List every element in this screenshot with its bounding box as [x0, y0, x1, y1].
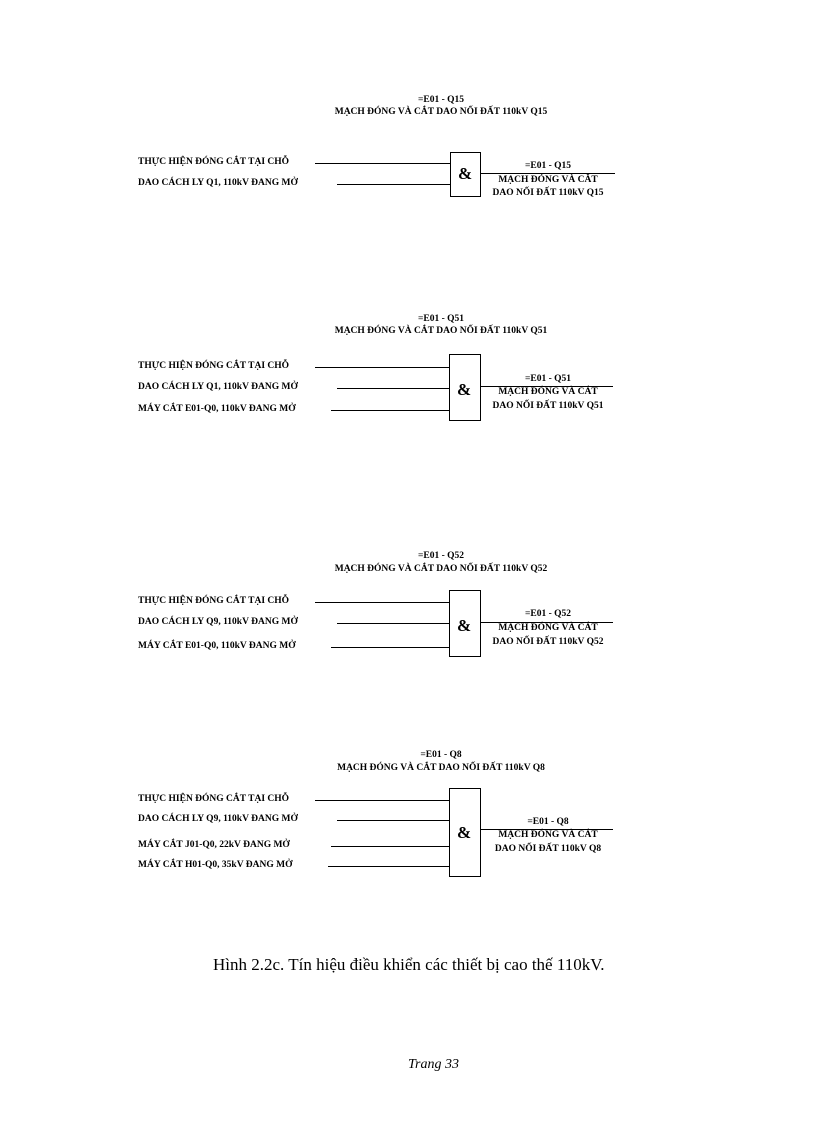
diagram-title-text: MẠCH ĐÓNG VÀ CẮT DAO NỐI ĐẤT 110kV Q52: [334, 564, 548, 574]
input-label: DAO CÁCH LY Q1, 110kV ĐANG MỞ: [138, 178, 298, 188]
input-label: THỰC HIỆN ĐÓNG CẮT TẠI CHỖ: [138, 596, 290, 606]
input-label: THỰC HIỆN ĐÓNG CẮT TẠI CHỖ: [138, 361, 290, 371]
input-line: [331, 410, 449, 411]
input-line: [315, 163, 450, 164]
output-code: =E01 - Q52: [524, 609, 572, 619]
diagram-title-code: =E01 - Q51: [417, 314, 465, 324]
output-code: =E01 - Q15: [524, 161, 572, 171]
diagram-title-code: =E01 - Q8: [420, 750, 462, 760]
and-gate-symbol: &: [457, 616, 472, 635]
input-line: [337, 184, 450, 185]
output-line: [481, 173, 615, 174]
diagram-title-text: MẠCH ĐÓNG VÀ CẮT DAO NỐI ĐẤT 110kV Q15: [334, 107, 548, 117]
output-code: =E01 - Q51: [524, 374, 572, 384]
output-text: DAO NỐI ĐẤT 110kV Q15: [492, 188, 604, 198]
input-line: [328, 866, 449, 867]
input-line: [315, 800, 449, 801]
input-label: MÁY CẮT J01-Q0, 22kV ĐANG MỞ: [138, 840, 290, 850]
output-text: DAO NỐI ĐẤT 110kV Q8: [494, 844, 602, 854]
input-label: DAO CÁCH LY Q1, 110kV ĐANG MỞ: [138, 382, 298, 392]
input-line: [315, 602, 449, 603]
and-gate-symbol: &: [457, 823, 472, 842]
input-line: [337, 820, 449, 821]
logic-diagram-q52: [0, 547, 816, 697]
and-gate-symbol: &: [457, 380, 472, 399]
input-label: THỰC HIỆN ĐÓNG CẮT TẠI CHỖ: [138, 157, 290, 167]
logic-diagram-q8: [0, 745, 816, 895]
output-text: MẠCH ĐÓNG VÀ CẮT: [498, 175, 598, 185]
diagram-title-code: =E01 - Q15: [417, 95, 465, 105]
diagram-title-text: MẠCH ĐÓNG VÀ CẮT DAO NỐI ĐẤT 110kV Q8: [337, 763, 545, 773]
output-text: DAO NỐI ĐẤT 110kV Q52: [492, 637, 604, 647]
input-label: MÁY CẮT E01-Q0, 110kV ĐANG MỞ: [138, 641, 296, 651]
input-line: [337, 623, 449, 624]
logic-diagram-q51: [0, 310, 816, 460]
input-label: DAO CÁCH LY Q9, 110kV ĐANG MỞ: [138, 814, 298, 824]
input-line: [331, 846, 449, 847]
input-line: [337, 388, 449, 389]
input-line: [331, 647, 449, 648]
output-code: =E01 - Q8: [527, 817, 569, 827]
diagram-title-text: MẠCH ĐÓNG VÀ CẮT DAO NỐI ĐẤT 110kV Q51: [334, 326, 548, 336]
output-text: MẠCH ĐÓNG VÀ CẮT: [498, 387, 598, 397]
and-gate-symbol: &: [458, 164, 473, 183]
figure-caption: Hình 2.2c. Tín hiệu điều khiển các thiết bị cao thế 110kV.: [213, 955, 605, 974]
input-label: MÁY CẮT E01-Q0, 110kV ĐANG MỞ: [138, 404, 296, 414]
input-label: DAO CÁCH LY Q9, 110kV ĐANG MỞ: [138, 617, 298, 627]
page-number: Trang 33: [408, 1057, 459, 1072]
output-text: MẠCH ĐÓNG VÀ CẮT: [498, 623, 598, 633]
input-label: MÁY CẮT H01-Q0, 35kV ĐANG MỞ: [138, 860, 293, 870]
logic-diagram-q15: [0, 90, 816, 240]
output-text: MẠCH ĐÓNG VÀ CẮT: [498, 830, 598, 840]
diagram-title-code: =E01 - Q52: [417, 551, 465, 561]
input-line: [315, 367, 449, 368]
output-text: DAO NỐI ĐẤT 110kV Q51: [492, 401, 604, 411]
input-label: THỰC HIỆN ĐÓNG CẮT TẠI CHỖ: [138, 794, 290, 804]
